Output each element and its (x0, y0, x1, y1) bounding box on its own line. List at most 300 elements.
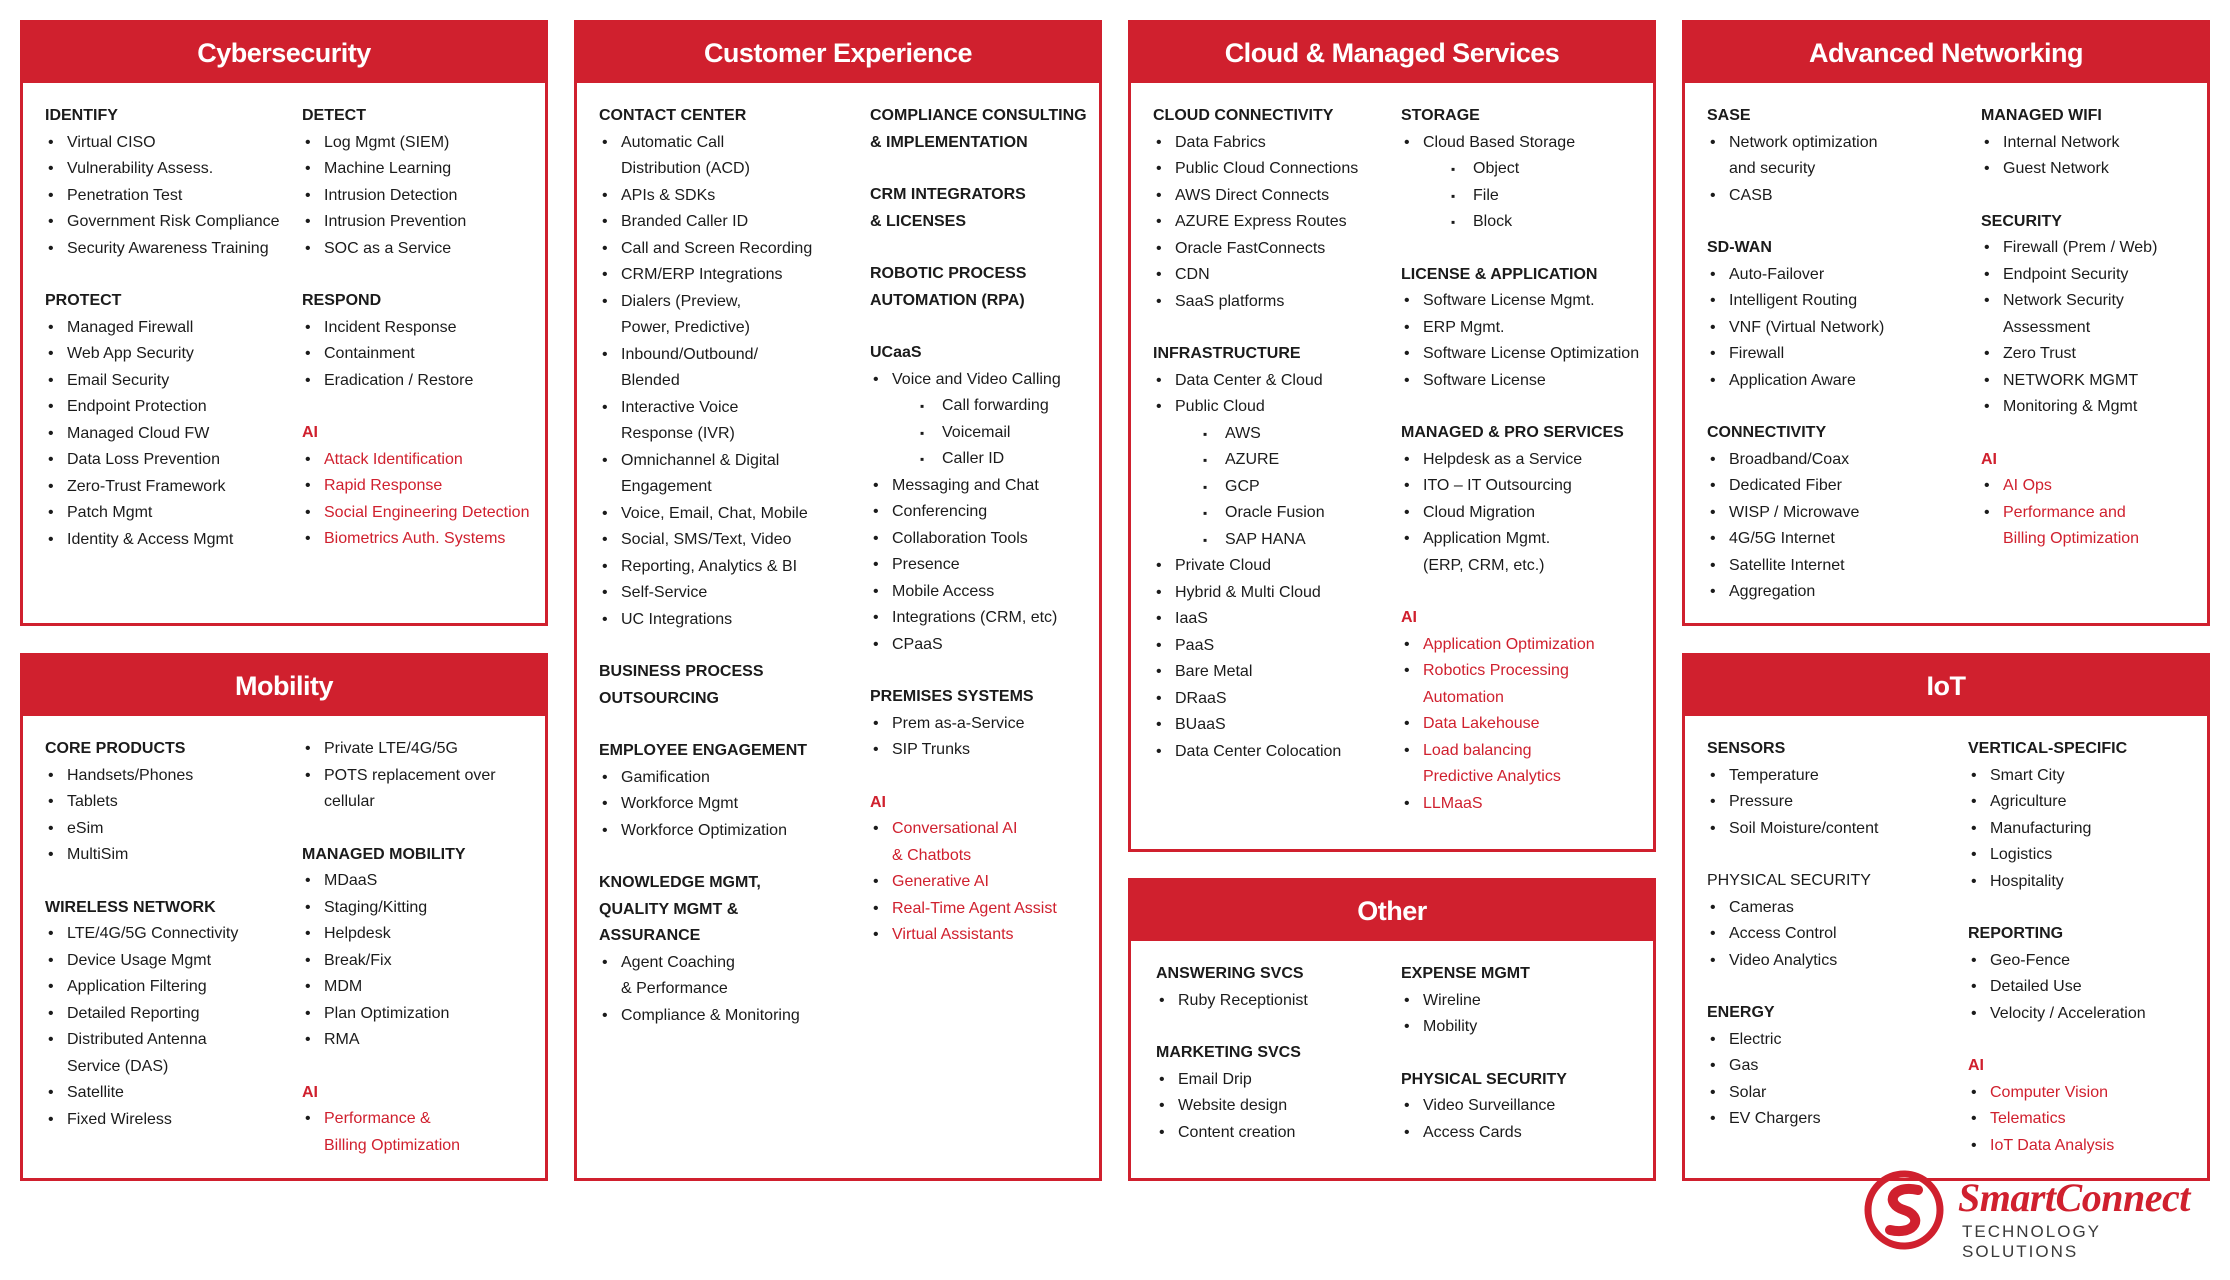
list-item: • Wireline (1401, 988, 1641, 1015)
list-item: • Performance and (1981, 500, 2206, 527)
item-list (1981, 235, 2206, 421)
card-iot (1682, 653, 2210, 1181)
list-item: • Helpdesk as a Service (1401, 447, 1651, 474)
column (45, 736, 295, 1159)
section (1401, 605, 1651, 817)
list-item: • RMA (302, 1027, 547, 1054)
list-item: • Temperature (1707, 763, 1957, 790)
section-title: CONNECTIVITY (1707, 424, 1827, 441)
list-item: • Solar (1707, 1080, 1957, 1107)
item-list (1401, 1093, 1641, 1146)
list-item: • Attack Identification (302, 447, 542, 474)
list-item: • Application Aware (1707, 368, 1962, 395)
item-list (1401, 288, 1651, 394)
list-item: • Dialers (Preview, (599, 289, 854, 316)
section-title: REPORTING (1968, 925, 2064, 942)
swirl-logo-icon (1862, 1170, 1948, 1250)
list-item: • Public Cloud (1153, 394, 1393, 421)
list-item: Predictive Analytics (1423, 768, 1561, 785)
section-title: AI (1981, 450, 1997, 468)
list-item: • Firewall (Prem / Web) (1981, 235, 2206, 262)
list-item: • EV Chargers (1707, 1106, 1957, 1133)
section (1156, 1040, 1396, 1146)
section-title: QUALITY MGMT & (599, 900, 739, 918)
card-other (1128, 878, 1656, 1181)
section-title: ENERGY (1707, 1004, 1775, 1021)
section (870, 261, 1100, 314)
list-item: ▪ File (1401, 183, 1651, 210)
list-item: • Private LTE/4G/5G (302, 736, 547, 763)
column (1981, 103, 2206, 579)
list-item: • Data Center Colocation (1153, 739, 1393, 766)
section (1153, 103, 1393, 315)
list-item: • Patch Mgmt (45, 500, 295, 527)
item-list (1401, 988, 1641, 1041)
card-title: Cybersecurity (23, 23, 545, 83)
section (1401, 262, 1651, 395)
item-list (870, 367, 1100, 659)
list-item: (ERP, CRM, etc.) (1423, 556, 1545, 574)
list-item: • AZURE Express Routes (1153, 209, 1393, 236)
list-item: • Email Security (45, 368, 295, 395)
item-list (870, 816, 1100, 949)
item-list (1156, 1067, 1396, 1147)
list-item: • Broadband/Coax (1707, 447, 1962, 474)
list-item: • Call and Screen Recording (599, 236, 854, 263)
list-item: • Staging/Kitting (302, 895, 547, 922)
column (1401, 103, 1651, 843)
list-item: • Smart City (1968, 763, 2203, 790)
list-item: • Velocity / Acceleration (1968, 1001, 2203, 1028)
section-title: AI (302, 1083, 318, 1101)
section (870, 684, 1100, 764)
list-item: & Performance (621, 980, 728, 997)
column (599, 103, 854, 1055)
section (599, 103, 854, 633)
section-title: EMPLOYEE ENGAGEMENT (599, 742, 808, 759)
section-title: SENSORS (1707, 740, 1786, 757)
list-item: • Public Cloud Connections (1153, 156, 1393, 183)
item-list (302, 447, 542, 553)
list-item: • Automatic Call (599, 130, 854, 157)
list-item: • Zero-Trust Framework (45, 474, 295, 501)
list-item: & Chatbots (892, 846, 972, 864)
column (1707, 736, 1957, 1159)
list-item: and security (1729, 160, 1816, 177)
list-item: • Containment (302, 341, 542, 368)
section (1707, 736, 1957, 842)
list-item: • Detailed Reporting (45, 1001, 295, 1028)
list-item: • Private Cloud (1153, 553, 1393, 580)
item-list (1707, 130, 1962, 210)
card-title: Cloud & Managed Services (1131, 23, 1653, 83)
list-item: • Software License Optimization (1401, 341, 1651, 368)
list-item: • ITO – IT Outsourcing (1401, 473, 1651, 500)
section-title: AI (870, 793, 886, 811)
section (1981, 447, 2206, 553)
list-item: • Firewall (1707, 341, 1962, 368)
section (45, 288, 295, 553)
item-list (1401, 632, 1651, 818)
list-item: • Incident Response (302, 315, 542, 342)
list-item: • Application Mgmt. (1401, 526, 1651, 553)
section (870, 103, 1100, 156)
list-item: • Performance & (302, 1106, 547, 1133)
list-item: • Robotics Processing (1401, 658, 1651, 685)
card-cybersecurity (20, 20, 548, 626)
list-item: • CDN (1153, 262, 1393, 289)
list-item: • Intelligent Routing (1707, 288, 1962, 315)
list-item: • CPaaS (870, 632, 1100, 659)
list-item: • APIs & SDKs (599, 183, 854, 210)
column (1401, 961, 1641, 1172)
column (45, 103, 295, 579)
column (1156, 961, 1396, 1172)
company-logo (1862, 1170, 2202, 1261)
list-item: • Collaboration Tools (870, 526, 1100, 553)
section-title: DETECT (302, 107, 366, 124)
list-item: ▪ Voicemail (870, 420, 1100, 447)
list-item: • MDaaS (302, 868, 547, 895)
section-title: & LICENSES (870, 212, 967, 230)
list-item: • Conferencing (870, 499, 1100, 526)
item-list (1968, 948, 2203, 1028)
list-item: • Gamification (599, 765, 854, 792)
item-list (302, 1106, 547, 1159)
section (1707, 235, 1962, 394)
list-item: • SOC as a Service (302, 236, 542, 263)
list-item: • Satellite Internet (1707, 553, 1962, 580)
logo-name: SmartConnect (1958, 1175, 2190, 1220)
section (870, 790, 1100, 949)
list-item: • Fixed Wireless (45, 1107, 295, 1134)
list-item: • Integrations (CRM, etc) (870, 605, 1100, 632)
section (1968, 736, 2203, 895)
list-item: • Bare Metal (1153, 659, 1393, 686)
list-item: ▪ Caller ID (870, 446, 1100, 473)
list-item: • Aggregation (1707, 579, 1962, 606)
list-item: • Zero Trust (1981, 341, 2206, 368)
card-title: Customer Experience (577, 23, 1099, 83)
list-item: • Messaging and Chat (870, 473, 1100, 500)
list-item: • Managed Firewall (45, 315, 295, 342)
list-item: • CASB (1707, 183, 1962, 210)
list-item: • Conversational AI (870, 816, 1100, 843)
list-item: • Dedicated Fiber (1707, 473, 1962, 500)
section (45, 103, 295, 262)
list-item: ▪ SAP HANA (1153, 527, 1393, 554)
list-item: • Managed Cloud FW (45, 421, 295, 448)
item-list (302, 315, 542, 395)
list-item: • MultiSim (45, 842, 295, 869)
section-title: UCaaS (870, 344, 922, 361)
list-item: • eSim (45, 816, 295, 843)
list-item: • Plan Optimization (302, 1001, 547, 1028)
section (599, 659, 854, 712)
section-title: PROTECT (45, 292, 122, 309)
list-item: • LLMaaS (1401, 791, 1651, 818)
list-item: • Compliance & Monitoring (599, 1003, 854, 1030)
item-list (870, 711, 1100, 764)
column (302, 736, 547, 1185)
section (302, 288, 542, 394)
list-item: • Data Loss Prevention (45, 447, 295, 474)
card-mobility (20, 653, 548, 1181)
section-title: AI (1401, 609, 1417, 626)
list-item: • Distributed Antenna (45, 1027, 295, 1054)
list-item: • DRaaS (1153, 686, 1393, 713)
list-item: • Data Lakehouse (1401, 711, 1651, 738)
list-item: • Social Engineering Detection (302, 500, 542, 527)
section-title: MANAGED WIFI (1981, 107, 2102, 124)
list-item: • Computer Vision (1968, 1080, 2203, 1107)
section-title: PREMISES SYSTEMS (870, 688, 1034, 705)
item-list (302, 736, 547, 816)
section (302, 103, 542, 262)
list-item: • Presence (870, 552, 1100, 579)
list-item: • Manufacturing (1968, 816, 2203, 843)
list-item: • Virtual CISO (45, 130, 295, 157)
list-item: • Load balancing (1401, 738, 1651, 765)
item-list (1981, 130, 2206, 183)
item-list (45, 921, 295, 1133)
list-item: • Workforce Mgmt (599, 791, 854, 818)
list-item: • AI Ops (1981, 473, 2206, 500)
list-item: • Voice and Video Calling (870, 367, 1100, 394)
item-list (45, 130, 295, 263)
section (45, 736, 295, 869)
list-item: • Eradication / Restore (302, 368, 542, 395)
list-item: ▪ Block (1401, 209, 1651, 236)
section (599, 870, 854, 1029)
item-list (1707, 763, 1957, 843)
item-list (599, 130, 854, 634)
list-item: • Web App Security (45, 341, 295, 368)
list-item: • Rapid Response (302, 473, 542, 500)
list-item: • Application Filtering (45, 974, 295, 1001)
list-item: • Pressure (1707, 789, 1957, 816)
list-item: • Government Risk Compliance (45, 209, 295, 236)
list-item: ▪ AWS (1153, 421, 1393, 448)
list-item: • Software License (1401, 368, 1651, 395)
list-item: • BUaaS (1153, 712, 1393, 739)
list-item: • Intrusion Detection (302, 183, 542, 210)
column (1153, 103, 1393, 791)
list-item: • Satellite (45, 1080, 295, 1107)
list-item: • SaaS platforms (1153, 289, 1393, 316)
section-title: & IMPLEMENTATION (870, 133, 1028, 151)
list-item: • Generative AI (870, 869, 1100, 896)
list-item: • Guest Network (1981, 156, 2206, 183)
list-item: • Agent Coaching (599, 950, 854, 977)
section (1153, 341, 1393, 765)
list-item: • LTE/4G/5G Connectivity (45, 921, 295, 948)
list-item: • Hybrid & Multi Cloud (1153, 580, 1393, 607)
item-list (1707, 262, 1962, 395)
section-title: COMPLIANCE CONSULTING (870, 107, 1087, 124)
list-item: • Break/Fix (302, 948, 547, 975)
list-item: Assessment (2003, 318, 2091, 336)
list-item: • POTS replacement over cellular (302, 763, 547, 816)
list-item: • Monitoring & Mgmt (1981, 394, 2206, 421)
list-item: • Hospitality (1968, 869, 2203, 896)
section-title: CORE PRODUCTS (45, 740, 186, 757)
column (870, 103, 1100, 975)
list-item: • IaaS (1153, 606, 1393, 633)
item-list (1981, 473, 2206, 553)
logo-tagline: TECHNOLOGY SOLUTIONS (1962, 1222, 2101, 1261)
item-list (1153, 130, 1393, 316)
section-title: CLOUD CONNECTIVITY (1153, 107, 1334, 124)
list-item: • Tablets (45, 789, 295, 816)
section (302, 736, 547, 816)
card-title: Other (1131, 881, 1653, 941)
list-item: Billing Optimization (2003, 530, 2140, 547)
list-item: • WISP / Microwave (1707, 500, 1962, 527)
card-advanced-networking (1682, 20, 2210, 626)
list-item: • Log Mgmt (SIEM) (302, 130, 542, 157)
section (302, 1080, 547, 1160)
list-item: • Access Cards (1401, 1120, 1641, 1147)
list-item: • 4G/5G Internet (1707, 526, 1962, 553)
list-item: Blended (621, 372, 680, 389)
section-title: BUSINESS PROCESS (599, 663, 764, 680)
item-list (1968, 763, 2203, 896)
section (870, 340, 1100, 658)
item-list (1707, 895, 1957, 975)
section-title: STORAGE (1401, 107, 1480, 124)
section (1981, 209, 2206, 421)
section-title: ANSWERING SVCS (1156, 965, 1304, 982)
list-item: • Network Security (1981, 288, 2206, 315)
item-list (45, 763, 295, 869)
item-list (1153, 368, 1393, 766)
section-title: ASSURANCE (599, 927, 701, 944)
section (1707, 868, 1957, 974)
section-title: VERTICAL-SPECIFIC (1968, 740, 2128, 757)
section (1156, 961, 1396, 1014)
item-list (1156, 988, 1396, 1015)
section-title: PHYSICAL SECURITY (1707, 872, 1871, 889)
list-item: • Voice, Email, Chat, Mobile (599, 501, 854, 528)
list-item: • Self-Service (599, 580, 854, 607)
list-item: • Content creation (1156, 1120, 1396, 1147)
item-list (45, 315, 295, 554)
section-title: EXPENSE MGMT (1401, 965, 1530, 982)
section (599, 738, 854, 844)
list-item: • Video Surveillance (1401, 1093, 1641, 1120)
list-item: • Gas (1707, 1053, 1957, 1080)
item-list (599, 950, 854, 1030)
card-customer-experience (574, 20, 1102, 1181)
list-item: • Application Optimization (1401, 632, 1651, 659)
list-item: • Internal Network (1981, 130, 2206, 157)
list-item: • Identity & Access Mgmt (45, 527, 295, 554)
list-item: • Auto-Failover (1707, 262, 1962, 289)
list-item: • Website design (1156, 1093, 1396, 1120)
list-item: • Security Awareness Training (45, 236, 295, 263)
list-item: • Video Analytics (1707, 948, 1957, 975)
section (45, 895, 295, 1134)
list-item: • Cloud Migration (1401, 500, 1651, 527)
section (302, 420, 542, 553)
item-list (1707, 447, 1962, 606)
list-item: • Telematics (1968, 1106, 2203, 1133)
column (302, 103, 542, 579)
section (1968, 921, 2203, 1027)
section (1981, 103, 2206, 183)
list-item: Power, Predictive) (621, 319, 750, 336)
list-item: ▪ AZURE (1153, 447, 1393, 474)
section (1401, 103, 1651, 236)
list-item: • Biometrics Auth. Systems (302, 526, 542, 553)
list-item: Billing Optimization (324, 1136, 461, 1154)
list-item: • Mobile Access (870, 579, 1100, 606)
list-item: • Penetration Test (45, 183, 295, 210)
section (302, 842, 547, 1054)
list-item: • Intrusion Prevention (302, 209, 542, 236)
section-title: SASE (1707, 107, 1751, 124)
list-item: • Endpoint Security (1981, 262, 2206, 289)
list-item: • Workforce Optimization (599, 818, 854, 845)
section-title: OUTSOURCING (599, 689, 719, 707)
list-item: • PaaS (1153, 633, 1393, 660)
list-item: • Agriculture (1968, 789, 2203, 816)
list-item: • Cloud Based Storage (1401, 130, 1651, 157)
list-item: • Device Usage Mgmt (45, 948, 295, 975)
item-list (1401, 130, 1651, 236)
item-list (302, 130, 542, 263)
list-item: • Mobility (1401, 1014, 1641, 1041)
section-title: AUTOMATION (RPA) (870, 291, 1025, 309)
list-item: • UC Integrations (599, 607, 854, 634)
list-item: • Virtual Assistants (870, 922, 1100, 949)
item-list (1968, 1080, 2203, 1160)
list-item: • VNF (Virtual Network) (1707, 315, 1962, 342)
item-list (1401, 447, 1651, 580)
section-title: IDENTIFY (45, 107, 118, 124)
list-item: Automation (1423, 688, 1504, 706)
section-title: WIRELESS NETWORK (45, 898, 216, 916)
section (870, 182, 1100, 235)
section (1968, 1053, 2203, 1159)
list-item: ▪ GCP (1153, 474, 1393, 501)
list-item: • MDM (302, 974, 547, 1001)
section-title: ROBOTIC PROCESS (870, 265, 1027, 282)
list-item: • Machine Learning (302, 156, 542, 183)
list-item: • Data Center & Cloud (1153, 368, 1393, 395)
list-item: Service (DAS) (67, 1057, 169, 1075)
list-item: • SIP Trunks (870, 737, 1100, 764)
list-item: • Cameras (1707, 895, 1957, 922)
section-title: MANAGED & PRO SERVICES (1401, 424, 1624, 441)
card-cloud-managed-services (1128, 20, 1656, 852)
list-item: • Detailed Use (1968, 974, 2203, 1001)
list-item: • Geo-Fence (1968, 948, 2203, 975)
section-title: RESPOND (302, 292, 382, 309)
card-title: Advanced Networking (1685, 23, 2207, 83)
section-title: SD-WAN (1707, 239, 1772, 256)
list-item: • CRM/ERP Integrations (599, 262, 854, 289)
section-title: AI (1968, 1057, 1984, 1074)
item-list (599, 765, 854, 845)
list-item: • Omnichannel & Digital (599, 448, 854, 475)
section-title: AI (302, 424, 318, 441)
list-item: • Data Fabrics (1153, 130, 1393, 157)
section-title: KNOWLEDGE MGMT, (599, 874, 761, 891)
list-item: • IoT Data Analysis (1968, 1133, 2203, 1160)
card-title: IoT (1685, 656, 2207, 716)
